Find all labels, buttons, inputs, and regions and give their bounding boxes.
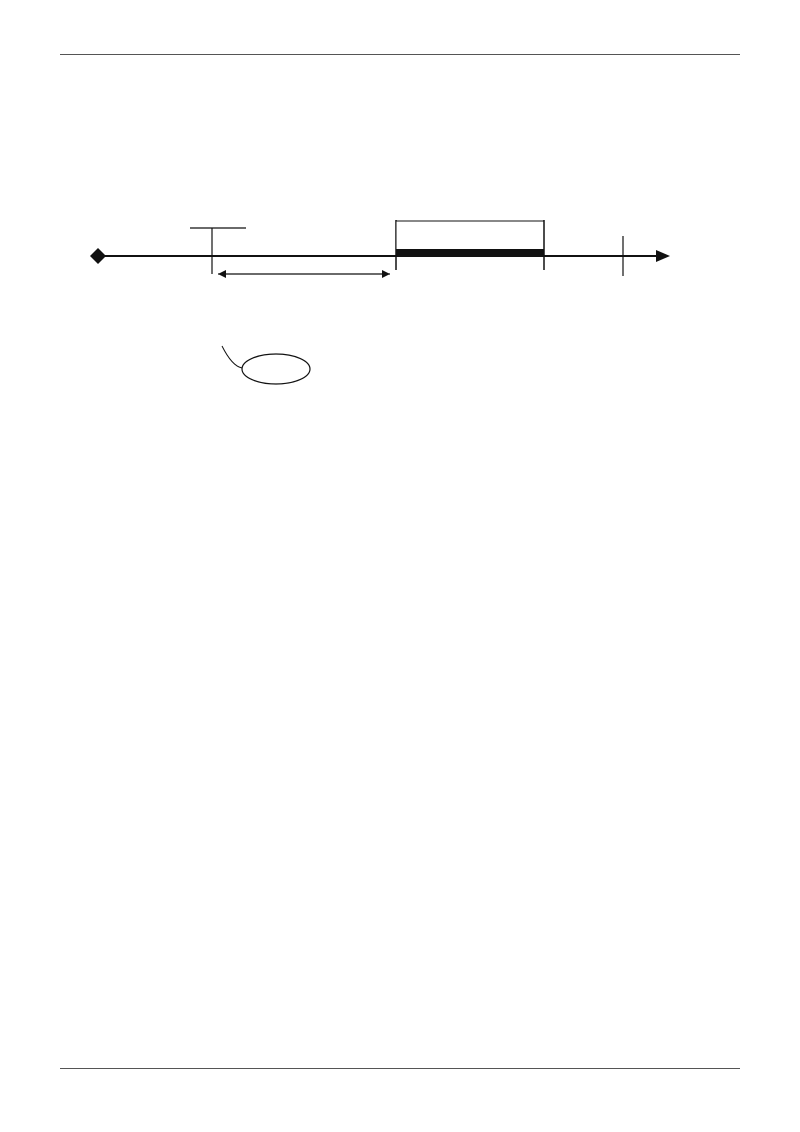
customs-box bbox=[396, 221, 544, 251]
footer-rule bbox=[60, 1068, 740, 1069]
pricing-timeline-diagram bbox=[60, 140, 740, 440]
timeline-arrowhead bbox=[656, 250, 670, 262]
header-rule bbox=[60, 54, 740, 55]
buyer-ship-ellipse bbox=[242, 354, 310, 384]
factory-marker bbox=[90, 248, 106, 264]
